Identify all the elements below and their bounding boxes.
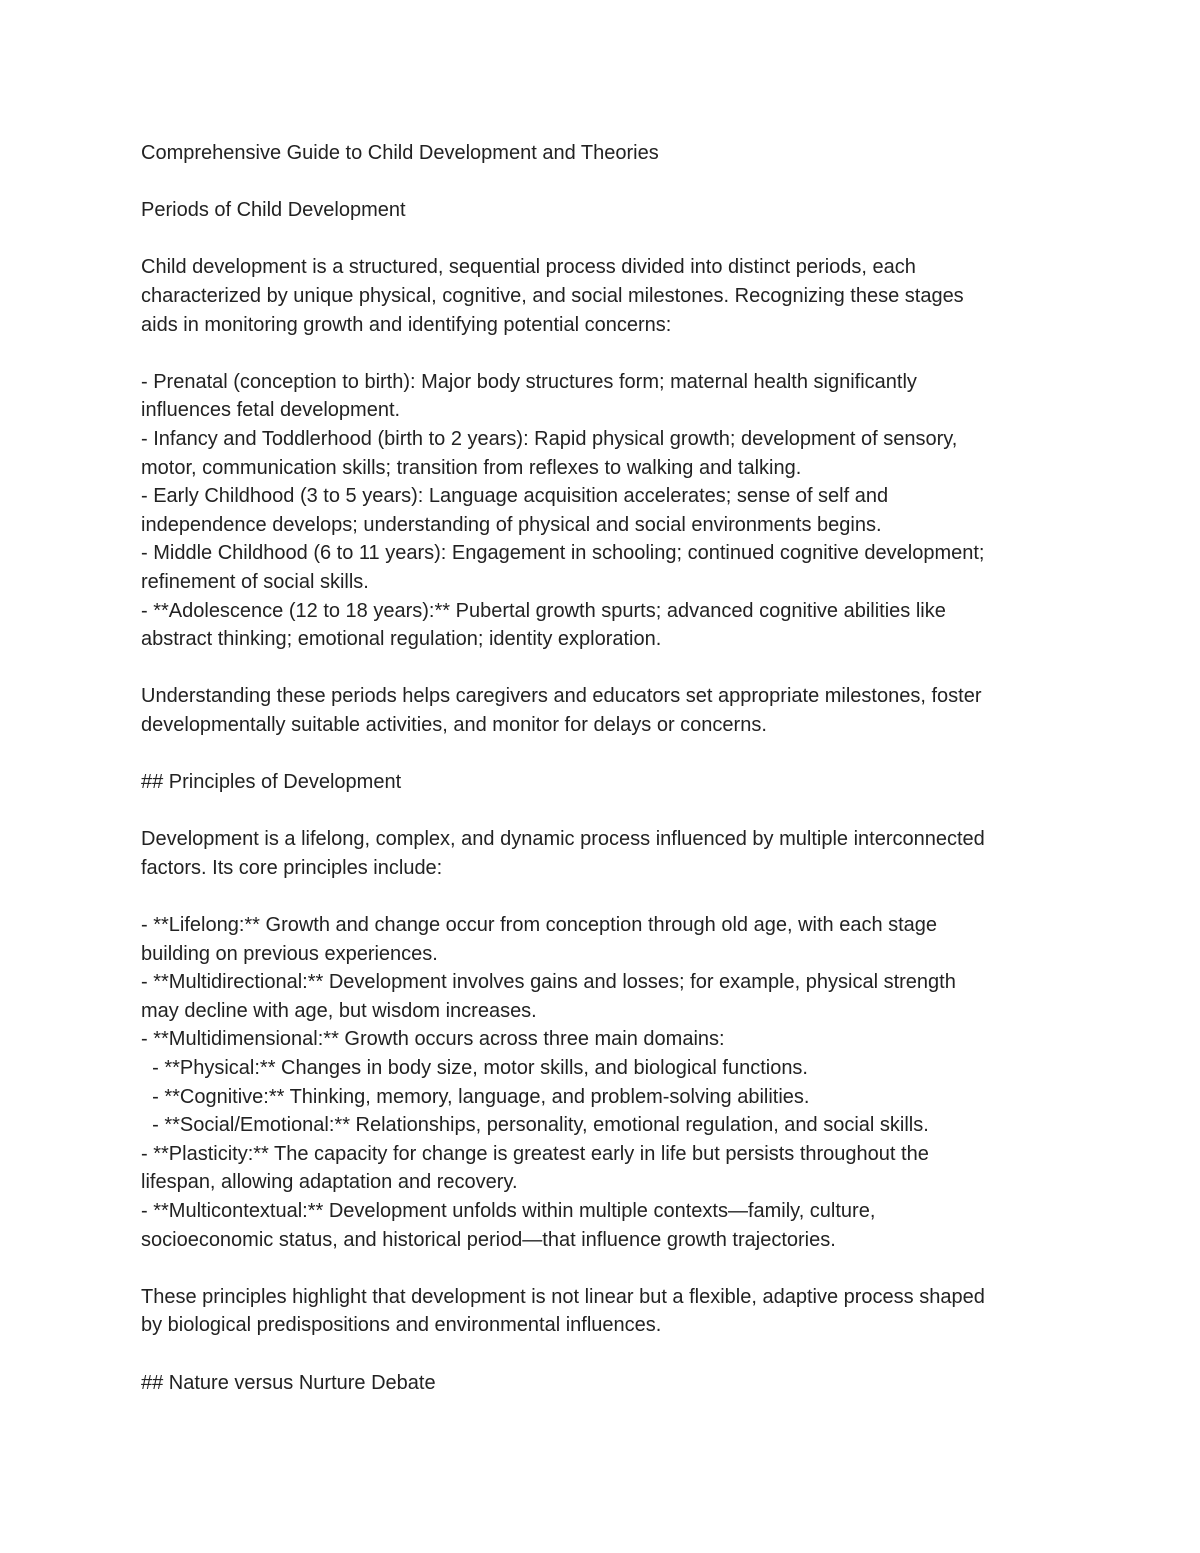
spacer <box>141 882 1071 911</box>
periods-summary-paragraph <box>141 682 1071 739</box>
spacer <box>141 654 1071 683</box>
list-item-line: may decline with age, but wisdom increases. <box>141 999 537 1022</box>
document-title: Comprehensive Guide to Child Development and Theories <box>141 142 659 164</box>
spacer <box>141 1340 1071 1369</box>
spacer <box>141 797 1071 826</box>
list-item-line: - **Physical:** Changes in body size, motor skills, and biological functions. <box>141 1057 808 1079</box>
list-item-line: - **Multidimensional:** Growth occurs across three main domains: <box>141 1028 725 1051</box>
list-item-line: independence develops; understanding of physical and social environments begins. <box>141 513 882 536</box>
list-item-line: - Prenatal (conception to birth): Major body structures form; maternal health significantly <box>141 370 917 393</box>
paragraph-line: by biological predispositions and environmental influences. <box>141 1314 662 1337</box>
paragraph-line: developmentally suitable activities, and monitor for delays or concerns. <box>141 713 767 736</box>
document-page <box>141 139 1071 1397</box>
paragraph-line: These principles highlight that development is not linear but a flexible, adaptive process shaped <box>141 1285 985 1308</box>
paragraph-line: Development is a lifelong, complex, and dynamic process influenced by multiple interconnected <box>141 828 985 851</box>
list-item-line: socioeconomic status, and historical period—that influence growth trajectories. <box>141 1228 836 1251</box>
paragraph-line: Understanding these periods helps caregivers and educators set appropriate milestones, foster <box>141 685 982 708</box>
list-item-line: - Infancy and Toddlerhood (birth to 2 years): Rapid physical growth; development of sensory, <box>141 427 958 450</box>
list-item-line: influences fetal development. <box>141 399 401 422</box>
list-item-line: - **Multidirectional:** Development involves gains and losses; for example, physical strength <box>141 971 956 994</box>
section-heading-nature-nurture: ## Nature versus Nurture Debate <box>141 1371 436 1394</box>
spacer <box>141 739 1071 768</box>
paragraph-line: factors. Its core principles include: <box>141 856 443 879</box>
list-item-line: motor, communication skills; transition from reflexes to walking and talking. <box>141 456 802 479</box>
list-item-line: - **Social/Emotional:** Relationships, personality, emotional regulation, and social skills. <box>141 1114 929 1137</box>
paragraph-line: aids in monitoring growth and identifying potential concerns: <box>141 313 672 336</box>
list-item-line: refinement of social skills. <box>141 570 369 593</box>
spacer <box>141 1254 1071 1283</box>
principles-intro-paragraph <box>141 825 1071 882</box>
list-item-line: - Middle Childhood (6 to 11 years): Engagement in schooling; continued cognitive development; <box>141 542 985 565</box>
list-item-line: - **Cognitive:** Thinking, memory, language, and problem-solving abilities. <box>141 1085 810 1108</box>
intro-paragraph <box>141 253 1071 339</box>
list-item-line: - **Lifelong:** Growth and change occur from conception through old age, with each stage <box>141 914 938 937</box>
periods-list <box>141 368 1071 654</box>
list-item-line: - **Adolescence (12 to 18 years):** Pubertal growth spurts; advanced cognitive abilities like <box>141 599 946 622</box>
list-item-line: - **Multicontextual:** Development unfolds within multiple contexts—family, culture, <box>141 1199 876 1222</box>
principles-summary-paragraph <box>141 1283 1071 1340</box>
section-heading-periods: Periods of Child Development <box>141 199 406 222</box>
list-item-line: - **Plasticity:** The capacity for change is greatest early in life but persists throughout the <box>141 1142 929 1165</box>
section-heading-principles: ## Principles of Development <box>141 771 402 794</box>
list-item-line: - Early Childhood (3 to 5 years): Language acquisition accelerates; sense of self and <box>141 485 889 508</box>
list-item-line: building on previous experiences. <box>141 942 438 965</box>
paragraph-line: characterized by unique physical, cognitive, and social milestones. Recognizing these stages <box>141 284 964 307</box>
spacer <box>141 225 1071 254</box>
paragraph-line: Child development is a structured, sequential process divided into distinct periods, each <box>141 256 916 279</box>
list-item-line: abstract thinking; emotional regulation; identity exploration. <box>141 628 662 651</box>
list-item-line: lifespan, allowing adaptation and recovery. <box>141 1171 518 1194</box>
principles-list <box>141 911 1071 1254</box>
spacer <box>141 168 1071 197</box>
spacer <box>141 339 1071 368</box>
